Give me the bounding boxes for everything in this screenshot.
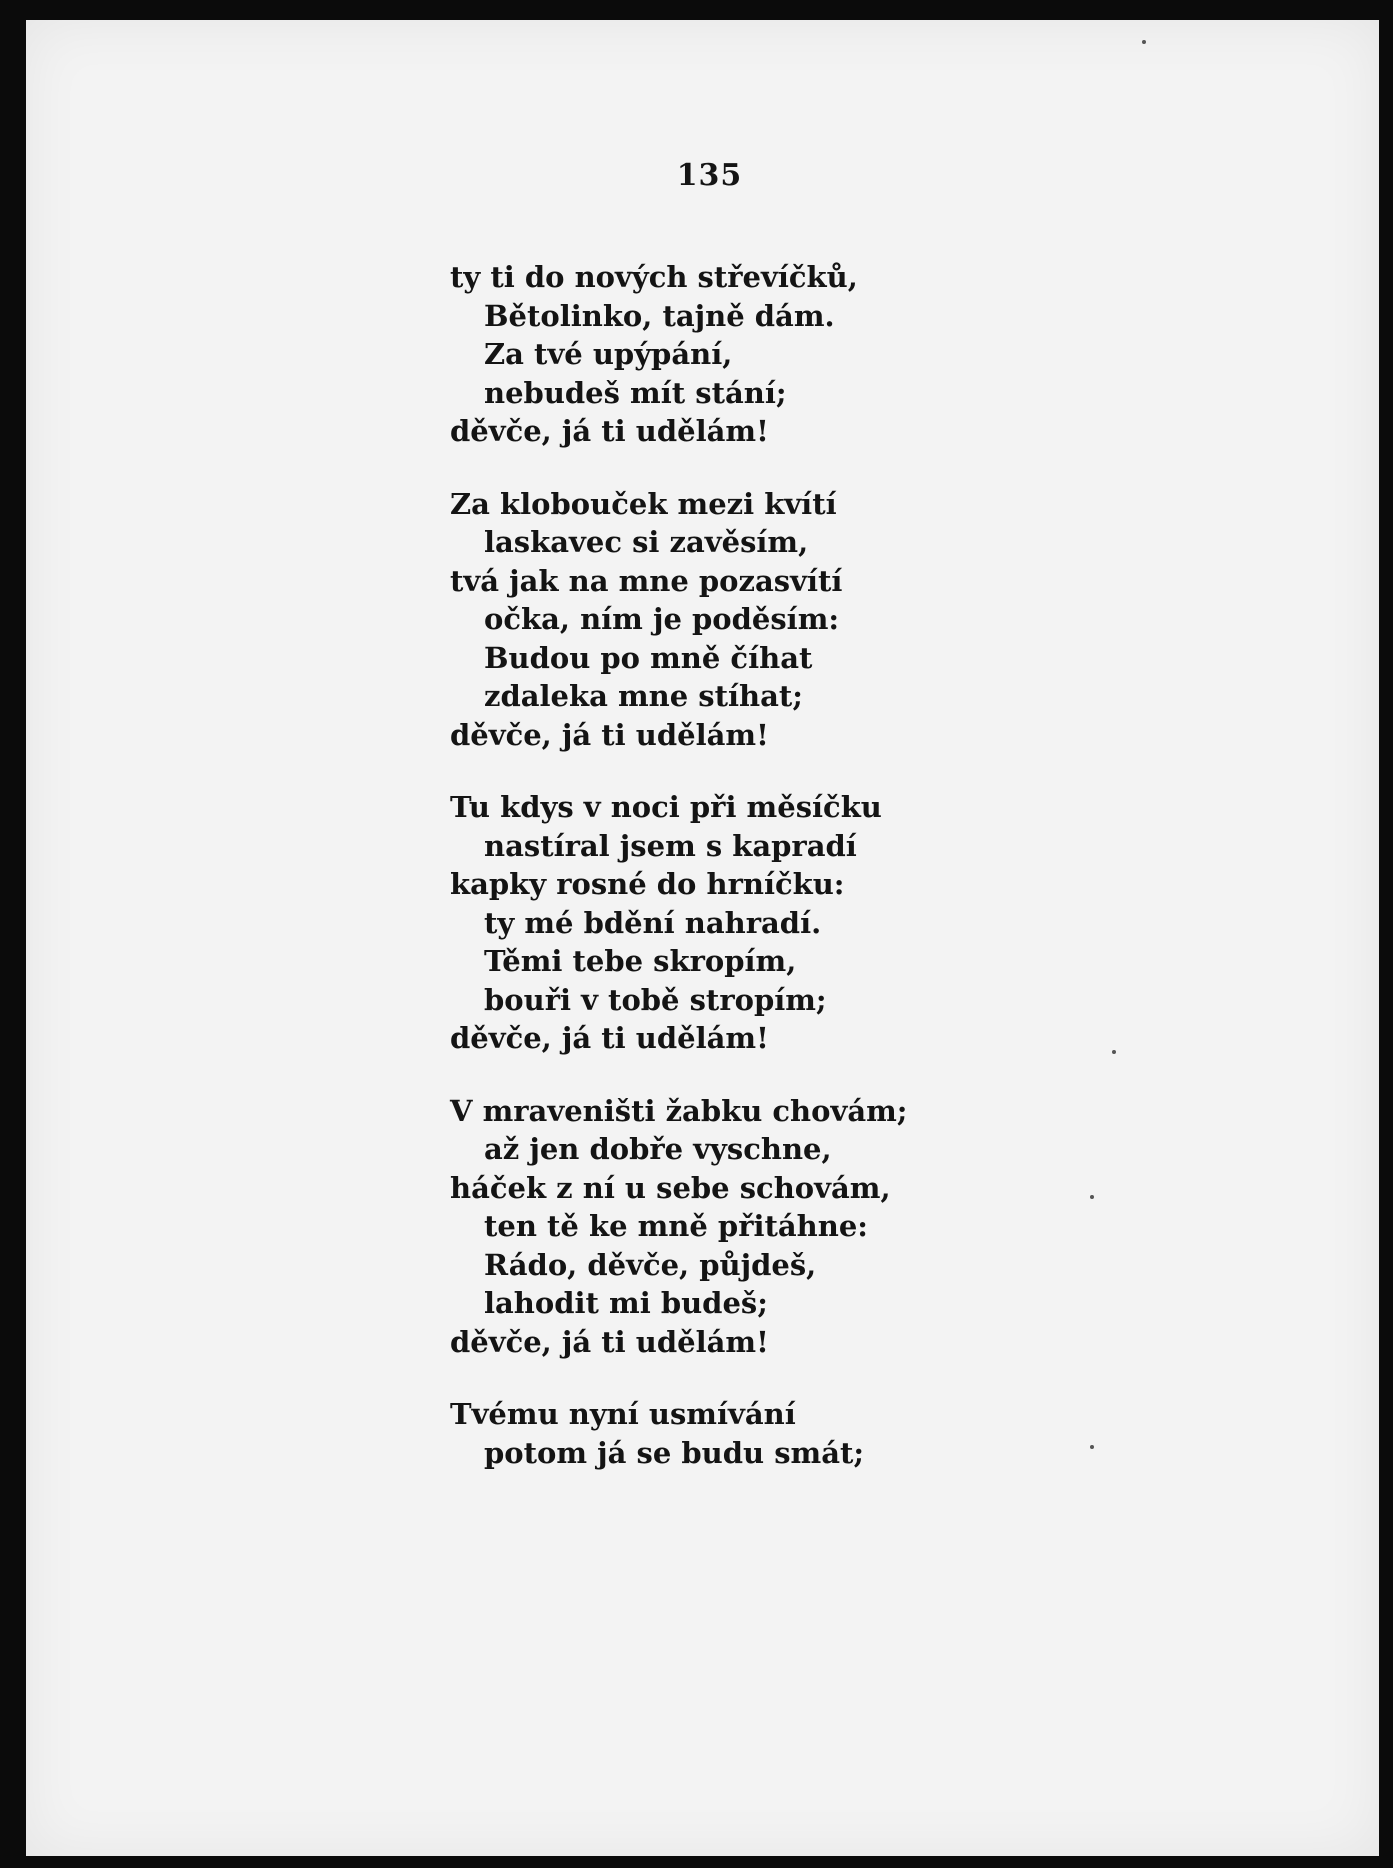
dust-speck [1112,1050,1116,1054]
poem-line: děvče, já ti udělám! [450,717,769,752]
stanza [450,485,970,755]
poem-line: lahodit mi budeš; [484,1286,768,1320]
dust-speck [1090,1445,1094,1449]
poem-line: Za tvé upýpání, [484,337,733,371]
poem-line: Rádo, děvče, půjdeš, [484,1247,817,1282]
stanza [450,1092,970,1362]
poem-line: nebudeš mít stání; [484,375,787,410]
poem-line: ty ti do nových střevíčků, [450,260,858,294]
poem-line: očka, ním je poděsím: [484,602,840,636]
page-number: 135 [676,158,743,193]
poem-line: háček z ní u sebe schovám, [450,1170,891,1205]
poem-line: děvče, já ti udělám! [450,1324,769,1359]
poem-line: až jen dobře vyschne, [484,1132,832,1166]
poem-body [450,258,970,1506]
poem-line: Tu kdys v noci při měsíčku [450,790,882,824]
poem-line: děvče, já ti udělám! [450,414,769,448]
dust-speck [1142,40,1146,44]
poem-line: V mraveništi žabku chovám; [450,1093,908,1128]
poem-line: děvče, já ti udělám! [450,1021,769,1055]
poem-line: Tvému nyní usmívání [450,1397,796,1431]
poem-line: Za klobouček mezi kvítí [450,486,837,521]
poem-line: potom já se budu smát; [484,1435,865,1470]
poem-line: nastíral jsem s kapradí [484,828,857,863]
poem-line: Těmi tebe skropím, [484,944,797,978]
poem-line: ten tě ke mně přitáhne: [484,1209,869,1243]
poem-line: bouři v tobě stropím; [484,982,827,1017]
poem-line: kapky rosné do hrníčku: [450,867,845,901]
poem-line: ty mé bdění nahradí. [484,905,822,940]
poem-line: Bětolinko, tajně dám. [484,298,835,333]
poem-line: laskavec si zavěsím, [484,525,809,559]
dust-speck [1090,1195,1094,1199]
stanza [450,1395,970,1472]
poem-line: tvá jak na mne pozasvítí [450,563,843,598]
stanza [450,788,970,1058]
stanza [450,258,970,451]
poem-line: zdaleka mne stíhat; [484,679,804,713]
poem-line: Budou po mně číhat [484,640,813,675]
